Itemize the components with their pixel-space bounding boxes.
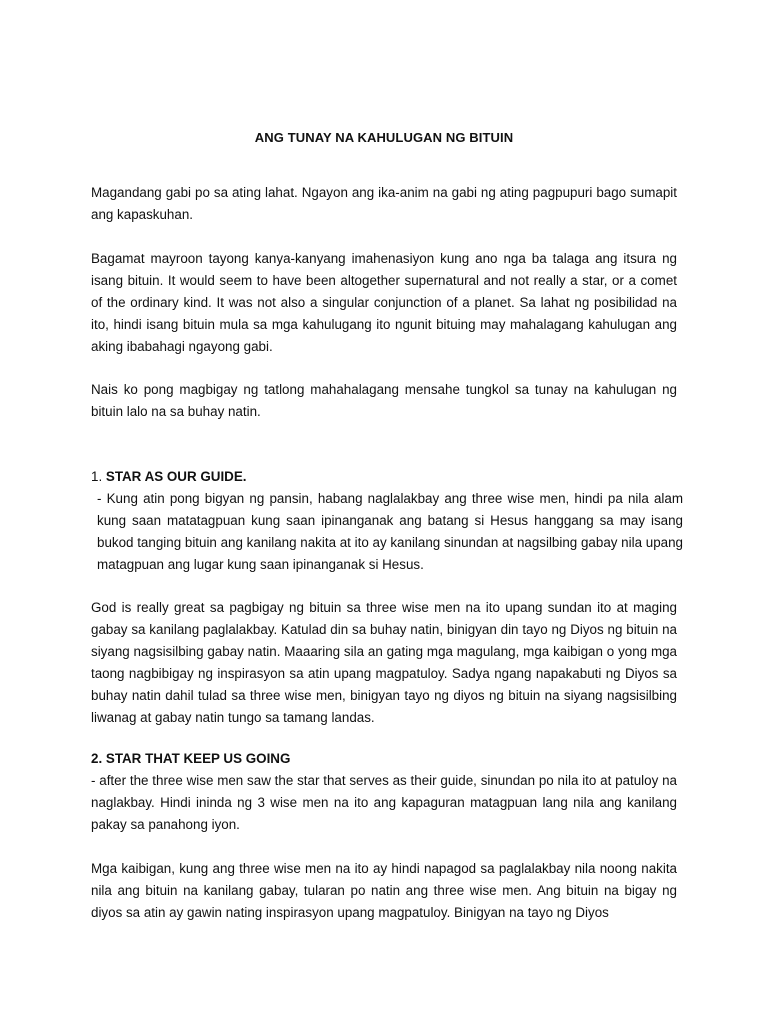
section-2-paragraph-a: - after the three wise men saw the star that serves as their guide, sinundan po nila ito at patuloy na naglakbay. Hindi ininda ng 3 wise men na ito ang kapaguran matagpuan lang nila ang kanilang pakay sa panahong iyon. [91, 773, 677, 832]
section-1-number: 1. [91, 469, 106, 484]
intro-paragraph: Magandang gabi po sa ating lahat. Ngayon ang ika-anim na gabi ng ating pagpupuri bago sumapit ang kapaskuhan. [91, 185, 677, 222]
three-messages-paragraph: Nais ko pong magbigay ng tatlong mahahalagang mensahe tungkol sa tunay na kahulugan ng bituin lalo na sa buhay natin. [91, 382, 677, 419]
section-2-heading: 2. STAR THAT KEEP US GOING [91, 751, 291, 766]
section-1-heading [91, 466, 677, 488]
section-1-paragraph-a: - Kung atin pong bigyan ng pansin, habang naglalakbay ang three wise men, hindi pa nila alam kung saan matatagpuan kung saan ipinanganak ang batang si Hesus hanggang sa may isang bukod tanging bituin ang kanilang nakita at ito ay kanilang sinundan at nagsilbing gabay nila upang matagpuan ang lugar kung saan ipinanganak si Hesus. [97, 491, 683, 572]
document-title: ANG TUNAY NA KAHULUGAN NG BITUIN [254, 130, 514, 145]
section-1-paragraph-b: God is really great sa pagbigay ng bituin sa three wise men na ito upang sundan ito at maging gabay sa kanilang paglalakbay. Katulad din sa buhay natin, binigyan din tayo ng Diyos ng bituin na siyang nagsisilbing gabay natin. Maaaring sila an gating mga magulang, mga kaibigan o yong mga taong nagbibigay ng inspirasyon sa atin upang magpatuloy. Sadya ngang napakabuti ng Diyos sa buhay natin dahil tulad sa three wise men, binigyan tayo ng diyos ng bituin na siyang nagsisilbing liwanag at gabay natin tungo sa tamang landas. [91, 600, 677, 725]
section-2-paragraph-b: Mga kaibigan, kung ang three wise men na ito ay hindi napagod sa paglalakbay nila noong nakita nila ang bituin na kanilang gabay, tularan po natin ang three wise men. Ang bituin na bigay ng diyos sa atin ay gawin nating inspirasyon upang magpatuloy. Binigyan na tayo ng Diyos [91, 861, 677, 920]
imagination-paragraph: Bagamat mayroon tayong kanya-kanyang imahenasiyon kung ano nga ba talaga ang itsura ng isang bituin. It would seem to have been altogether supernatural and not really a star, or a comet of the ordinary kind. It was not also a singular conjunction of a planet. Sa lahat ng posibilidad na ito, hindi isang bituin mula sa mga kahulugang ito ngunit bituing may mahalagang kahulugan ang aking ibabahagi ngayong gabi. [91, 251, 677, 354]
section-1-heading-text: STAR AS OUR GUIDE. [105, 469, 247, 484]
